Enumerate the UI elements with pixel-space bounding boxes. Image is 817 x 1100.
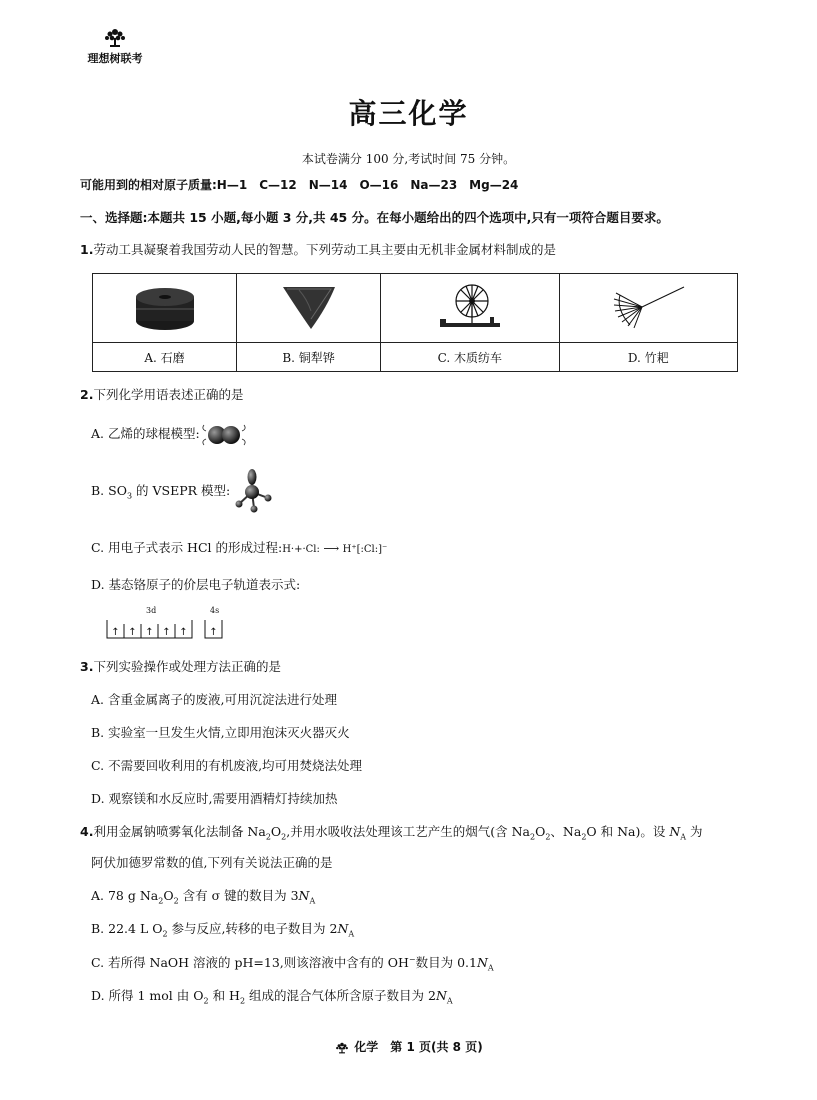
millstone-icon: [133, 281, 197, 333]
atomic-masses: 可能用到的相对原子质量:H—1 C—12 N—14 O—16 Na—23 Mg—24: [80, 178, 519, 192]
option-c[interactable]: C. 木质纺车: [381, 343, 559, 372]
option-text: C. 用电子式表示 HCl 的形成过程:: [91, 540, 283, 555]
arrow-right-icon: ⟶: [319, 542, 343, 555]
option-c[interactable]: C. 若所得 NaOH 溶液的 pH=13,则该溶液中含有的 OH−数目为 $0.1N_A$: [91, 954, 494, 973]
svg-text:↑: ↑: [111, 627, 120, 638]
question-stem: 劳动工具凝聚着我国劳动人民的智慧。下列劳动工具主要由无机非金属材料制成的是: [93, 242, 556, 257]
page-title: 高三化学: [348, 97, 469, 130]
tree-logo-icon: [102, 26, 128, 48]
option-text: A. 乙烯的球棍模型:: [91, 426, 200, 441]
question-4-stem-line2: 阿伏加德罗常数的值,下列有关说法正确的是: [91, 855, 333, 870]
logo-text: 理想树联考: [87, 52, 143, 65]
question-2: [80, 385, 243, 403]
plough-icon: [277, 281, 341, 333]
page-footer: [0, 1038, 817, 1055]
option-a[interactable]: A. 含重金属离子的废液,可用沉淀法进行处理: [91, 692, 337, 707]
option-d[interactable]: D. 竹耙: [559, 343, 737, 372]
option-c[interactable]: C. 不需要回收利用的有机废液,均可用焚烧法处理: [91, 758, 363, 773]
question-number: 3.: [80, 659, 94, 674]
option-b[interactable]: B. 22.4 L $O_2$ 参与反应,转移的电子数目为 $2N_A$: [91, 921, 355, 939]
hcl-formation-left: H·+·Cl:: [282, 544, 320, 555]
millstone-image: [93, 274, 237, 343]
section-heading: 一、选择题:本题共 15 小题,每小题 3 分,共 45 分。在每小题给出的四个选项中,只有一项符合题目要求。: [80, 210, 669, 225]
rake-icon: [608, 281, 688, 333]
ethylene-ball-stick-model-icon: [200, 421, 248, 449]
question-number: 2.: [80, 387, 94, 402]
svg-text:↑: ↑: [179, 627, 188, 638]
question-number: 4.: [80, 824, 94, 839]
svg-text:↑: ↑: [209, 627, 218, 638]
hcl-formation-right: H⁺[:Cl:]⁻: [342, 544, 388, 555]
question-stem: 下列实验操作或处理方法正确的是: [93, 659, 281, 674]
orbital-label-3d: 3d: [146, 606, 157, 615]
question-stem: 下列化学用语表述正确的是: [93, 387, 244, 402]
option-a[interactable]: A. 石磨: [93, 343, 237, 372]
option-d[interactable]: D. 所得 1 mol 由 $O_2$ 和 $H_2$ 组成的混合气体所含原子数目为 $2N_A$: [91, 988, 453, 1006]
question-3: [80, 657, 281, 675]
tools-table: [92, 273, 738, 372]
option-a[interactable]: A. 78 g $Na_2O_2$ 含有 σ 键的数目为 $3N_A$: [91, 888, 316, 906]
option-b[interactable]: [91, 468, 278, 512]
orbital-label-4s: 4s: [210, 606, 220, 615]
option-d[interactable]: [91, 575, 300, 593]
option-c[interactable]: [91, 538, 387, 558]
question-1: [80, 240, 556, 258]
spinning-wheel-image: [381, 274, 559, 343]
option-text: D. 基态铬原子的价层电子轨道表示式:: [91, 577, 301, 592]
copper-plough-image: [237, 274, 381, 343]
svg-text:↑: ↑: [128, 627, 137, 638]
so3-vsepr-model-icon: [230, 468, 278, 514]
option-d[interactable]: D. 观察镁和水反应时,需要用酒精灯持续加热: [91, 791, 338, 806]
orbital-boxes-icon: [106, 616, 236, 640]
svg-text:↑: ↑: [145, 627, 154, 638]
option-b[interactable]: B. 实验室一旦发生火情,立即用泡沫灭火器灭火: [91, 725, 350, 740]
question-number: 1.: [80, 242, 94, 257]
option-b[interactable]: B. 铜犁铧: [237, 343, 381, 372]
option-a[interactable]: [91, 420, 248, 448]
spinning-wheel-icon: [430, 279, 510, 335]
svg-text:↑: ↑: [162, 627, 171, 638]
tree-logo-icon: [334, 1041, 350, 1054]
question-4: 4.利用金属钠喷雾氧化法制备 $Na_2O_2$,并用水吸收法处理该工艺产生的烟气(含 $Na_2O_2$、$Na_2O$ 和 Na)。设 $N_A$ 为: [80, 824, 703, 842]
bamboo-rake-image: [559, 274, 737, 343]
logo: [80, 26, 150, 66]
exam-info: 本试卷满分 100 分,考试时间 75 分钟。: [301, 152, 516, 166]
page-number: 化学 第 1 页(共 8 页): [354, 1040, 483, 1054]
chromium-orbital-diagram: [106, 606, 236, 640]
option-text: B. $SO_3$ 的 VSEPR 模型:: [91, 482, 231, 500]
